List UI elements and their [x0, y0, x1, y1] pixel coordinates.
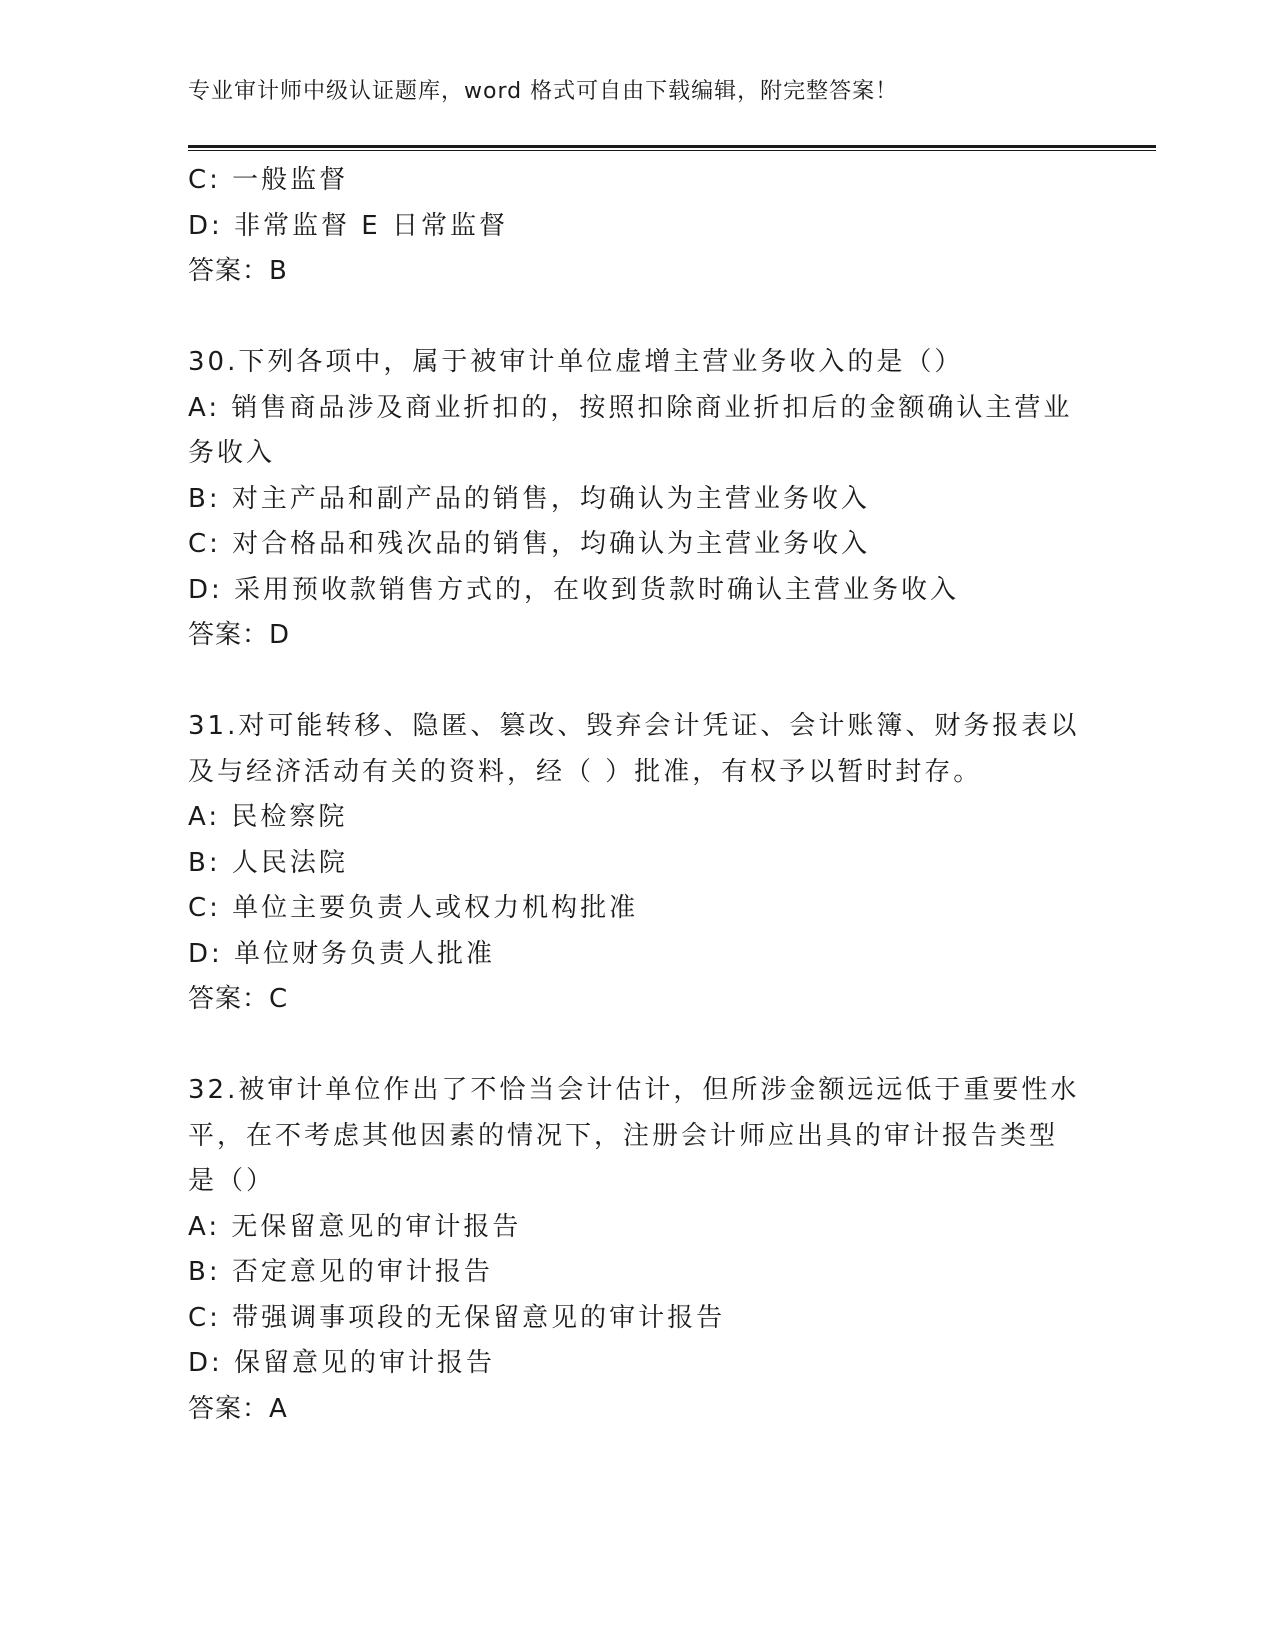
question-stem: 30.下列各项中，属于被审计单位虚增主营业务收入的是（） — [188, 347, 964, 377]
option-b: B: 人民法院 — [188, 847, 348, 878]
answer-line: 答案：D — [188, 620, 291, 650]
option-d: D: 保留意见的审计报告 — [188, 1348, 496, 1378]
question-stem: 32.被审计单位作出了不恰当会计估计，但所涉金额远远低于重要性水 — [188, 1075, 1080, 1105]
question-32 — [188, 1068, 1088, 1432]
option-d: D: 单位财务负责人批准 — [188, 938, 496, 969]
option-a: A: 销售商品涉及商业折扣的，按照扣除商业折扣后的金额确认主营业 — [188, 392, 1073, 423]
option-d: D: 非常监督 E 日常监督 — [188, 210, 509, 241]
answer-line: 答案：A — [188, 1393, 288, 1424]
option-b: B: 否定意见的审计报告 — [188, 1257, 493, 1287]
question-stem-continued: 及与经济活动有关的资料，经（ ）批准，有权予以暂时封存。 — [188, 756, 983, 787]
option-c: C: 一般监督 — [188, 165, 349, 195]
option-d: D: 采用预收款销售方式的，在收到货款时确认主营业务收入 — [188, 574, 960, 605]
question-content — [188, 158, 1088, 1432]
option-a: A: 民检察院 — [188, 802, 348, 832]
question-31 — [188, 704, 1088, 1023]
option-c: C: 带强调事项段的无保留意见的审计报告 — [188, 1302, 726, 1333]
header-divider-thick — [188, 145, 1156, 148]
question-stem-continued: 平，在不考虑其他因素的情况下，注册会计师应出具的审计报告类型 — [188, 1120, 1059, 1151]
question-30 — [188, 340, 1088, 659]
option-c: C: 对合格品和残次品的销售，均确认为主营业务收入 — [188, 529, 871, 559]
question-stem: 31.对可能转移、隐匿、篡改、毁弃会计凭证、会计账簿、财务报表以 — [188, 711, 1080, 741]
spacer — [188, 659, 1088, 705]
option-a-continued: 务收入 — [188, 438, 276, 468]
answer-line: 答案：B — [188, 256, 288, 286]
spacer — [188, 1023, 1088, 1069]
page-header: 专业审计师中级认证题库，word 格式可自由下载编辑，附完整答案！ — [188, 79, 899, 104]
option-c: C: 单位主要负责人或权力机构批准 — [188, 893, 639, 923]
answer-line: 答案：C — [188, 984, 289, 1014]
spacer — [188, 295, 1088, 341]
header-divider-thin — [188, 150, 1156, 151]
question-stem-continued: 是（） — [188, 1166, 276, 1196]
prev-question-block — [188, 158, 1088, 295]
option-a: A: 无保留意见的审计报告 — [188, 1211, 522, 1242]
option-b: B: 对主产品和副产品的销售，均确认为主营业务收入 — [188, 483, 870, 514]
